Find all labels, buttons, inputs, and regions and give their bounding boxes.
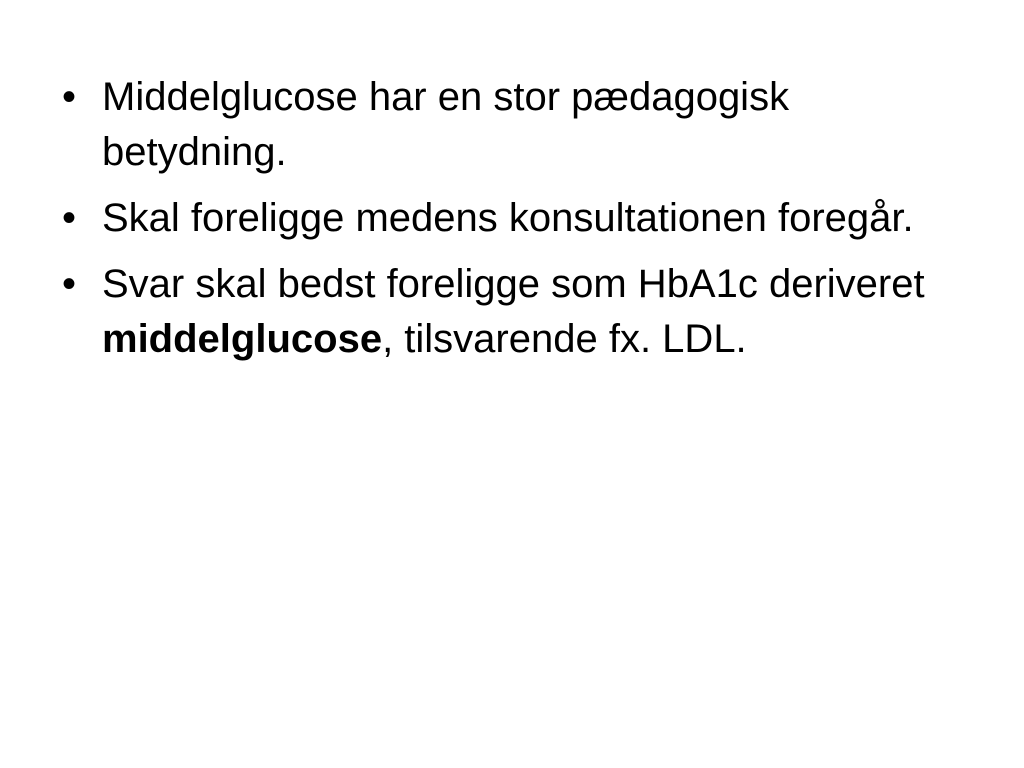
bullet-item-3 [62,257,962,367]
bullet-text: Middelglucose har en stor pædagogisk betydning. [102,75,790,174]
bullet-text-after: , tilsvarende fx. LDL. [382,317,747,361]
bullet-text [102,262,925,361]
bullet-icon: • [62,75,77,119]
bullet-text-before: Svar skal bedst foreligge som HbA1c deriveret [102,262,925,306]
bullet-list [62,70,962,378]
bullet-item-2 [62,191,962,246]
bullet-icon: • [62,196,77,240]
bullet-text-bold: middelglucose [102,317,383,361]
bullet-text: Skal foreligge medens konsultationen foregår. [102,196,914,240]
bullet-item-1 [62,70,962,180]
bullet-icon: • [62,262,77,306]
